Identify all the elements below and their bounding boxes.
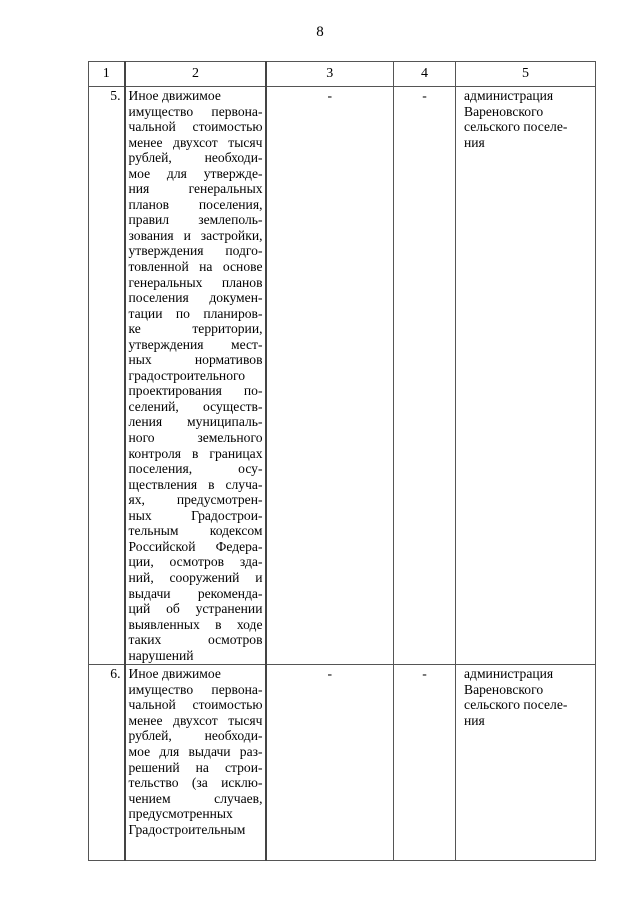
description-line: ке территории, — [128, 321, 263, 337]
description-line: чальной стоимостью — [128, 697, 263, 713]
description-line: ния генеральных — [128, 181, 263, 197]
organization-line: администрация — [464, 88, 554, 103]
table-row — [89, 87, 596, 665]
description-line: тельным кодексом — [128, 523, 263, 539]
organization-line: Вареновского — [464, 103, 544, 119]
description-line: утверждения мест- — [128, 336, 263, 352]
description-line: Градостроительным — [128, 821, 246, 837]
description-line: ления муниципаль- — [128, 414, 263, 430]
organization-name — [456, 665, 596, 861]
description-line: поселения, осу- — [128, 461, 263, 477]
property-description — [125, 87, 266, 665]
description-line: ществления в случа- — [128, 476, 263, 492]
property-table — [88, 61, 596, 861]
property-description — [125, 665, 266, 861]
description-line: ний, сооружений и — [128, 569, 263, 585]
column-3-value: - — [266, 665, 394, 861]
organization-line: сельского поселе- — [464, 119, 568, 135]
description-line: Российской Федера- — [128, 538, 263, 554]
row-number: 6. — [89, 665, 125, 861]
organization-line: ния — [464, 712, 485, 728]
description-line: планов поселения, — [128, 196, 263, 212]
description-line: ции, осмотров зда- — [128, 554, 263, 570]
description-line: нарушений — [128, 647, 194, 663]
description-line: ций об устранении — [128, 601, 263, 617]
organization-line: администрация — [464, 666, 554, 682]
description-line: проектирования по- — [128, 383, 263, 399]
description-line: ных нормативов — [128, 352, 263, 368]
description-line: имущество первона- — [128, 103, 263, 119]
description-line: правил землеполь- — [128, 212, 263, 228]
description-line: таких осмотров — [128, 632, 263, 648]
description-line: утверждения подго- — [128, 243, 263, 259]
description-line: селений, осуществ- — [128, 398, 263, 414]
row-number: 5. — [89, 87, 125, 665]
column-header: 4 — [394, 62, 456, 87]
description-line: решений на строи- — [128, 759, 263, 775]
description-line: менее двухсот тысяч — [128, 712, 263, 728]
column-header: 1 — [89, 62, 125, 87]
description-line: товленной на основе — [128, 259, 263, 275]
description-line: ных Градострои- — [128, 507, 263, 523]
description-line: тельство (за исклю- — [128, 775, 263, 791]
description-line: имущество первона- — [128, 681, 263, 697]
description-line: градостроительного — [128, 367, 246, 383]
column-header: 3 — [266, 62, 394, 87]
description-line: рублей, необходи- — [128, 728, 263, 744]
column-header: 2 — [125, 62, 266, 87]
organization-line: ния — [464, 134, 485, 150]
description-line: поселения докумен- — [128, 290, 263, 306]
organization-line: Вареновского — [464, 681, 544, 697]
description-line: зования и застройки, — [128, 227, 263, 243]
description-line: мое для утвержде- — [128, 165, 263, 181]
organization-line: сельского поселе- — [464, 697, 568, 713]
description-line: выявленных в ходе — [128, 616, 263, 632]
description-line: Иное движимое — [128, 88, 221, 103]
description-line: ного земельного — [128, 430, 263, 446]
description-line: генеральных планов — [128, 274, 263, 290]
description-line: тации по планиров- — [128, 305, 263, 321]
table-row — [89, 665, 596, 861]
table-header-row — [89, 62, 596, 87]
description-line: ях, предусмотрен- — [128, 492, 263, 508]
column-4-value: - — [394, 665, 456, 861]
description-line: контроля в границах — [128, 445, 263, 461]
column-header: 5 — [456, 62, 596, 87]
column-4-value: - — [394, 87, 456, 665]
description-line: мое для выдачи раз- — [128, 743, 263, 759]
description-line: чальной стоимостью — [128, 119, 263, 135]
organization-name — [456, 87, 596, 665]
page-number: 8 — [316, 24, 324, 40]
description-line: рублей, необходи- — [128, 150, 263, 166]
description-line: предусмотренных — [128, 806, 233, 822]
description-line: Иное движимое — [128, 666, 221, 682]
column-3-value: - — [266, 87, 394, 665]
description-line: выдачи рекоменда- — [128, 585, 263, 601]
description-line: чением случаев, — [128, 790, 263, 806]
description-line: менее двухсот тысяч — [128, 134, 263, 150]
